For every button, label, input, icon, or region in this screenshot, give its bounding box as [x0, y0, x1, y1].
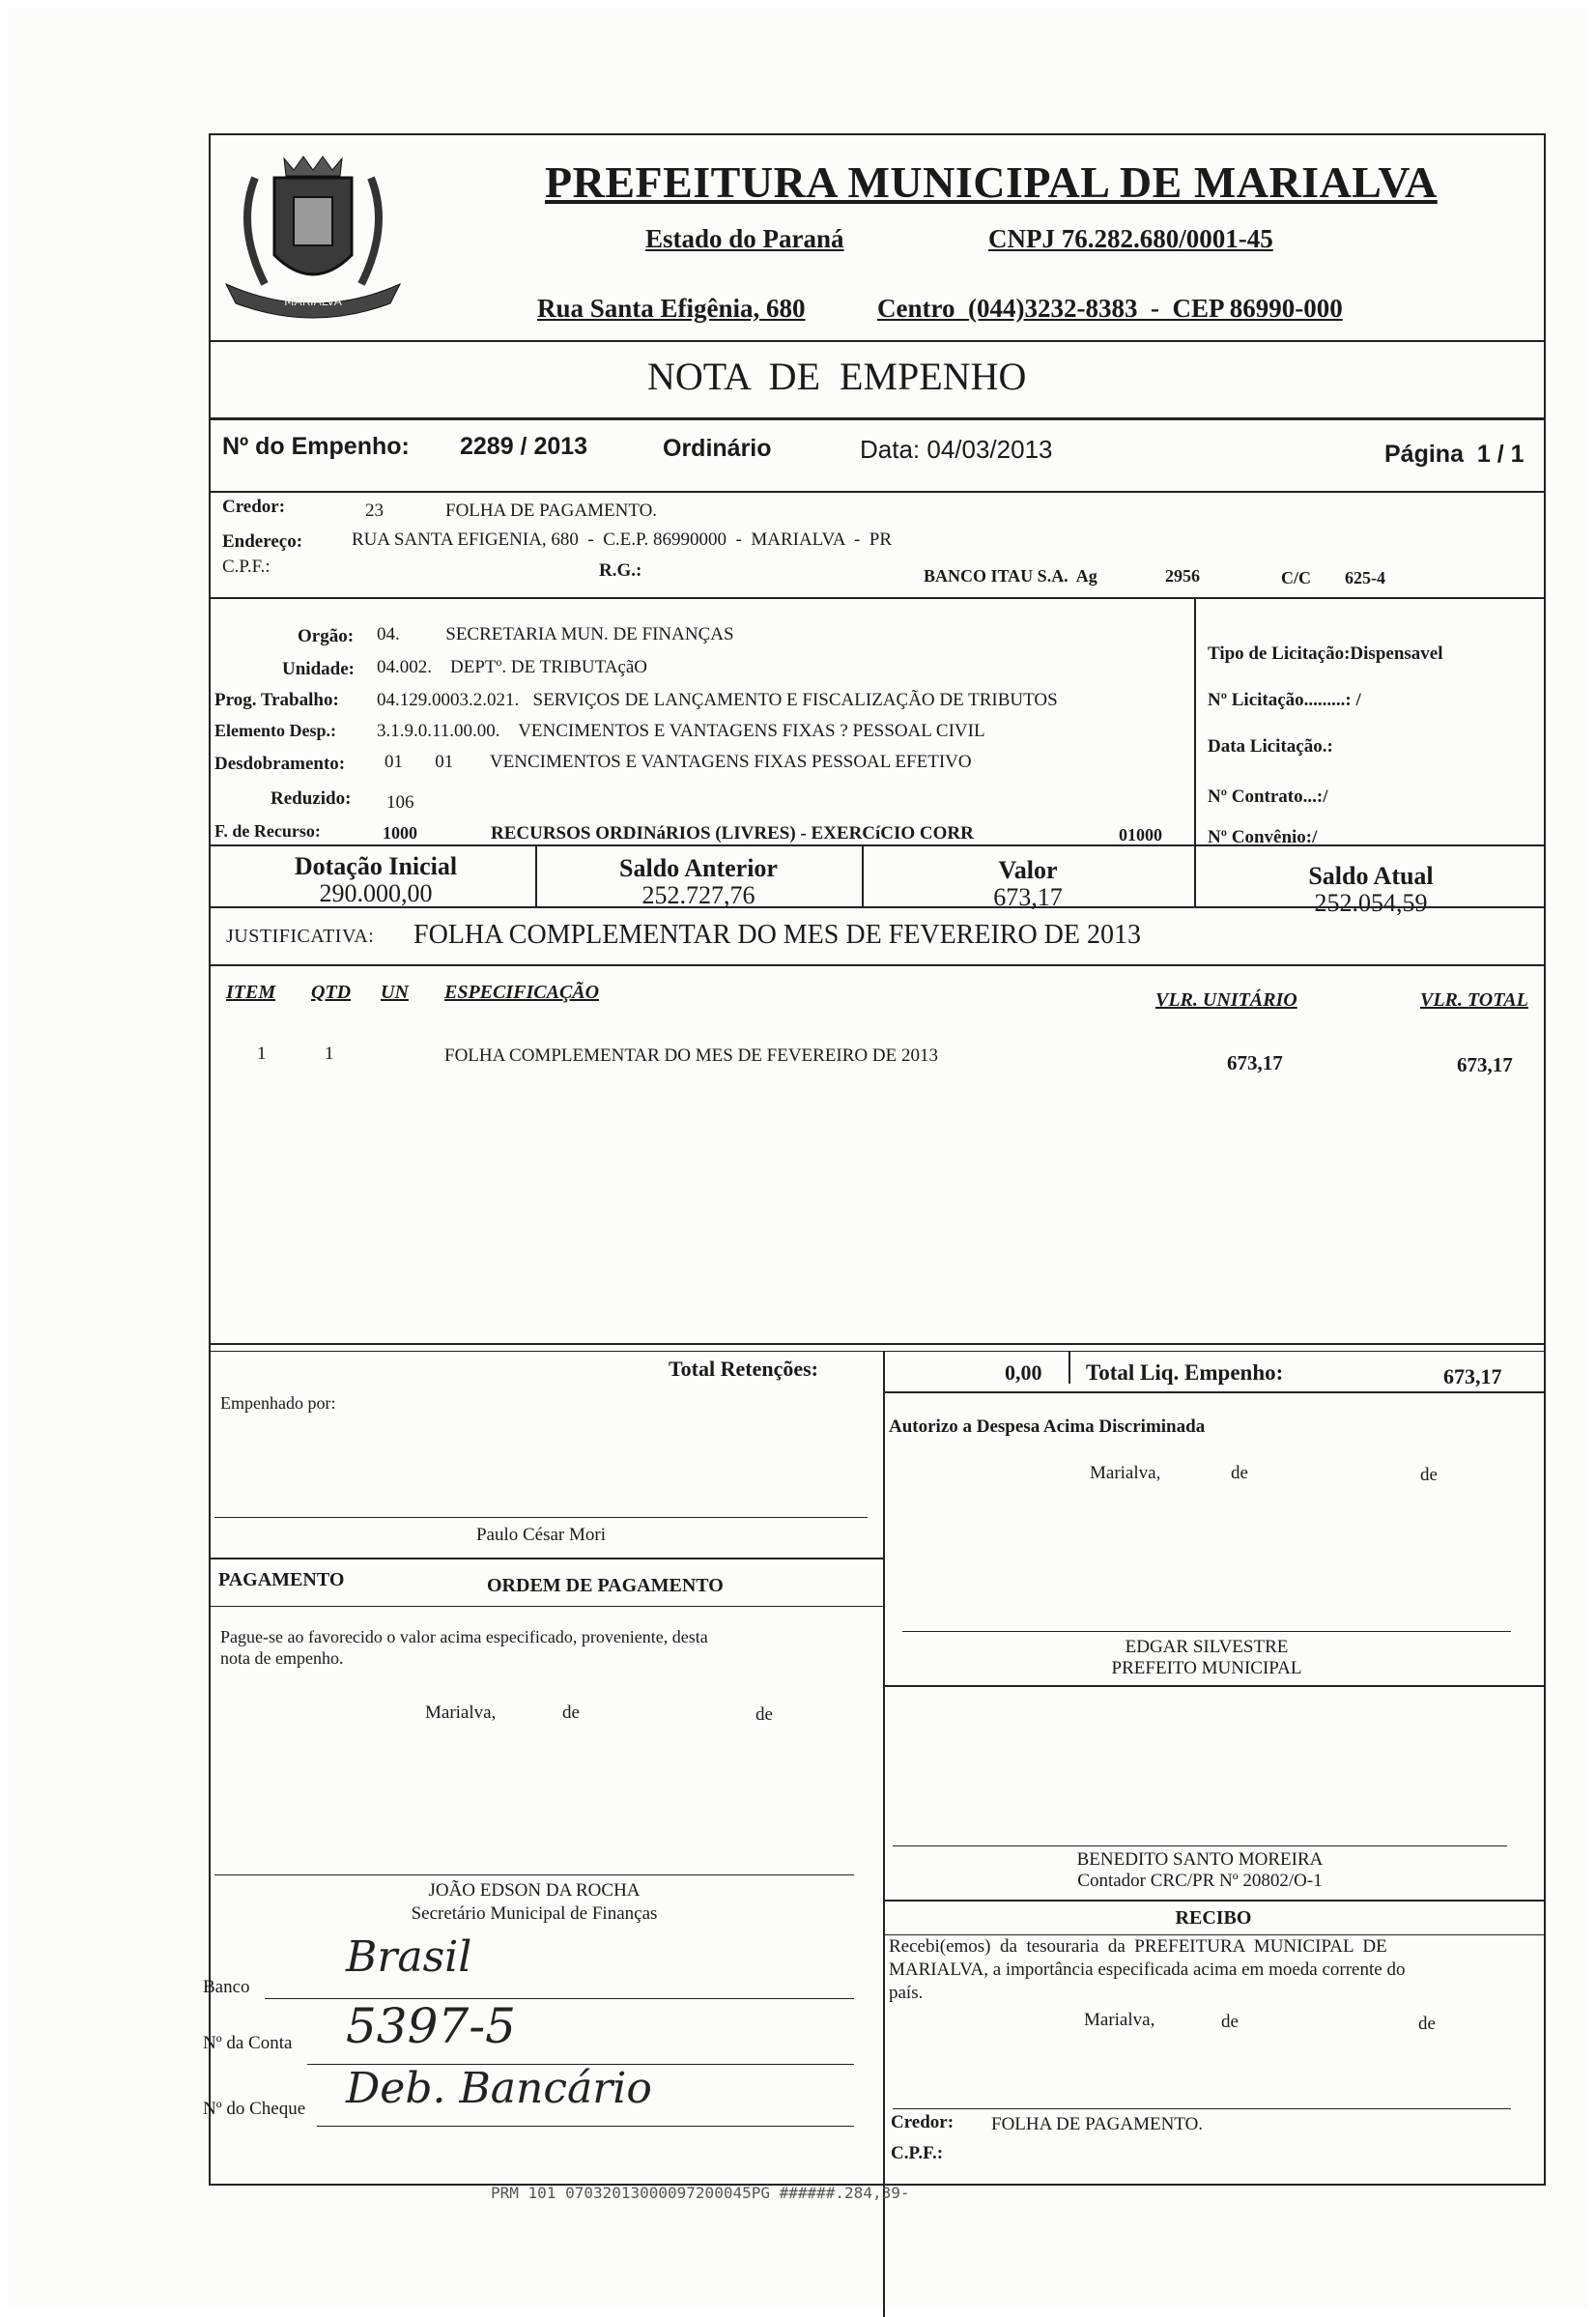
justificativa-label: JUSTIFICATIVA:	[226, 926, 375, 947]
column-header-un: UN	[381, 982, 409, 1003]
secretario-name: JOÃO EDSON DA ROCHA	[428, 1880, 641, 1901]
crest-ribbon-text: MARIALVA	[284, 295, 342, 308]
empenho-number-label: Nº do Empenho:	[222, 433, 410, 460]
justificativa-text: FOLHA COMPLEMENTAR DO MES DE FEVEREIRO DE 2013	[413, 920, 1142, 950]
signature-line	[893, 1845, 1507, 1846]
autorizo-de: de	[1420, 1465, 1438, 1485]
credor-label: Credor:	[222, 497, 286, 517]
signature-line	[893, 2108, 1511, 2109]
prefeito-name: EDGAR SILVESTRE	[1125, 1637, 1289, 1657]
orgao-label: Orgão:	[298, 626, 355, 646]
autorizo-local: Marialva,	[1090, 1463, 1161, 1483]
doc-title: NOTA DE EMPENHO	[647, 355, 1027, 398]
divider	[883, 1391, 1544, 1393]
divider	[211, 1343, 1544, 1345]
prefeitura-title: PREFEITURA MUNICIPAL DE MARIALVA	[545, 157, 1438, 207]
cpf-label: C.P.F.:	[222, 557, 271, 577]
empenhado-por-label: Empenhado por:	[220, 1393, 336, 1413]
prog-trabalho: 04.129.0003.2.021. SERVIÇOS DE LANÇAMENTO E FISCALIZAÇÃO DE TRIBUTOS	[377, 690, 1058, 710]
page-number: Página 1 / 1	[1384, 441, 1525, 468]
reduzido-label: Reduzido:	[271, 788, 352, 809]
recibo-de: de	[1221, 2012, 1239, 2032]
recurso-code: 1000	[383, 823, 417, 843]
divider	[211, 491, 1544, 493]
recurso-description: RECURSOS ORDINáRIOS (LIVRES) - EXERCíCIO CORR	[491, 823, 974, 844]
cheque-handwritten: Deb. Bancário	[346, 2064, 652, 2113]
cc-number: 625-4	[1345, 568, 1385, 587]
street-address: Rua Santa Efigênia, 680	[537, 294, 806, 323]
district-phone-cep: Centro (044)3232-8383 - CEP 86990-000	[877, 294, 1343, 323]
credor-name: FOLHA DE PAGAMENTO.	[445, 501, 658, 521]
empenhado-por-name: Paulo César Mori	[475, 1525, 607, 1545]
conta-label: Nº da Conta	[203, 2033, 293, 2053]
desdobramento-label: Desdobramento:	[214, 754, 346, 774]
divider	[883, 1900, 1544, 1902]
column-header-unitario: VLR. UNITÁRIO	[1155, 989, 1297, 1011]
secretario-title: Secretário Municipal de Finanças	[411, 1903, 658, 1924]
dotacao-inicial-value: 290.000,00	[319, 879, 433, 907]
divider	[883, 1685, 1544, 1687]
elemento: 3.1.9.0.11.00.00. VENCIMENTOS E VANTAGENS FIXAS ? PESSOAL CIVIL	[377, 721, 985, 741]
signature-line	[214, 1874, 854, 1875]
saldo-anterior-value: 252.727,76	[641, 881, 755, 909]
nota-de-empenho-form	[203, 133, 1546, 2186]
pagamento-text: nota de empenho.	[220, 1648, 344, 1668]
state-name: Estado do Paraná	[645, 224, 844, 253]
footer-code: PRM 101 07032013000097200045PG ######.284,39-	[491, 2184, 910, 2202]
table-row	[211, 1044, 1544, 1082]
valor-label: Valor	[998, 856, 1058, 884]
bank-agency: 2956	[1165, 566, 1200, 586]
divider	[535, 844, 537, 906]
signature-line	[902, 1631, 1511, 1632]
column-header-total: VLR. TOTAL	[1420, 989, 1528, 1011]
autorizo-label: Autorizo a Despesa Acima Discriminada	[889, 1416, 1206, 1437]
divider	[862, 844, 864, 906]
banco-label: Banco	[203, 1977, 250, 1997]
elemento-label: Elemento Desp.:	[214, 721, 336, 740]
divider	[211, 906, 1544, 908]
total-retencoes-value: 0,00	[1005, 1360, 1042, 1385]
saldo-atual-label: Saldo Atual	[1308, 862, 1434, 890]
unidade-label: Unidade:	[282, 659, 355, 679]
orgao: 04. SECRETARIA MUN. DE FINANÇAS	[377, 624, 734, 644]
item-valor-total: 673,17	[1457, 1053, 1513, 1076]
municipal-crest-icon	[216, 139, 410, 323]
pagamento-de: de	[562, 1702, 580, 1723]
empenho-number: 2289 / 2013	[460, 433, 588, 460]
total-liquido-value: 673,17	[1443, 1364, 1502, 1388]
recibo-text: MARIALVA, a importância especificada acima em moeda corrente do	[889, 1959, 1406, 1980]
item-especificacao: FOLHA COMPLEMENTAR DO MES DE FEVEREIRO DE 2013	[444, 1045, 938, 1066]
cheque-label: Nº do Cheque	[203, 2099, 306, 2119]
column-header-especificacao: ESPECIFICAÇÃO	[444, 982, 600, 1003]
recibo-local: Marialva,	[1084, 2010, 1155, 2030]
column-header-qtd: QTD	[311, 982, 352, 1003]
divider	[883, 1934, 1544, 1935]
desdobramento: 01 01 VENCIMENTOS E VANTAGENS FIXAS PESSOAL EFETIVO	[385, 752, 972, 772]
recurso-number: 01000	[1119, 825, 1162, 844]
column-header-item: ITEM	[226, 982, 276, 1003]
divider	[1069, 1351, 1070, 1384]
pagamento-label: PAGAMENTO	[218, 1569, 345, 1590]
reduzido: 106	[386, 792, 414, 813]
divider	[211, 1558, 883, 1559]
endereco: RUA SANTA EFIGENIA, 680 - C.E.P. 86990000 - MARIALVA - PR	[352, 529, 893, 550]
credor-code: 23	[365, 501, 384, 521]
dotacao-inicial-label: Dotação Inicial	[294, 852, 458, 880]
contador-title: Contador CRC/PR Nº 20802/O-1	[1077, 1871, 1323, 1891]
item-number: 1	[257, 1044, 267, 1064]
numero-licitacao: Nº Licitação.........: /	[1208, 690, 1361, 710]
total-retencoes-label: Total Retenções:	[669, 1357, 818, 1381]
saldo-anterior-label: Saldo Anterior	[619, 854, 778, 882]
recibo-credor: FOLHA DE PAGAMENTO.	[991, 2114, 1204, 2134]
saldo-atual-value: 252.054,59	[1314, 889, 1428, 917]
valor-value: 673,17	[993, 883, 1063, 911]
empenho-date: Data: 04/03/2013	[860, 435, 1053, 464]
recibo-credor-label: Credor:	[891, 2112, 955, 2132]
item-valor-unitario: 673,17	[1227, 1051, 1283, 1074]
autorizo-de: de	[1231, 1463, 1248, 1483]
divider	[211, 417, 1544, 420]
divider	[211, 964, 1544, 966]
total-liquido-label: Total Liq. Empenho:	[1086, 1360, 1284, 1385]
recibo-cpf-label: C.P.F.:	[891, 2143, 944, 2163]
divider	[1194, 597, 1196, 844]
divider	[211, 844, 1544, 846]
endereco-label: Endereço:	[222, 531, 303, 552]
divider	[211, 597, 1544, 599]
pagamento-local: Marialva,	[425, 1702, 497, 1723]
item-qtd: 1	[325, 1044, 334, 1064]
data-licitacao: Data Licitação.:	[1208, 736, 1333, 757]
pagamento-de: de	[755, 1704, 773, 1725]
conta-handwritten: 5397-5	[346, 1998, 516, 2054]
cc-label: C/C	[1281, 568, 1311, 587]
prog-trabalho-label: Prog. Trabalho:	[214, 690, 339, 710]
numero-contrato: Nº Contrato...:/	[1208, 787, 1328, 807]
cnpj: CNPJ 76.282.680/0001-45	[988, 224, 1273, 253]
divider	[883, 1351, 885, 2317]
recibo-title: RECIBO	[1175, 1907, 1252, 1929]
page	[8, 8, 1588, 2307]
bank-name: BANCO ITAU S.A. Ag	[924, 566, 1097, 586]
divider	[211, 1351, 1544, 1352]
numero-convenio: Nº Convênio:/	[1208, 827, 1318, 847]
empenho-type: Ordinário	[663, 435, 772, 462]
divider	[211, 340, 1544, 342]
unidade: 04.002. DEPTº. DE TRIBUTAçãO	[377, 657, 648, 677]
prefeito-title: PREFEITO MUNICIPAL	[1111, 1658, 1302, 1678]
recibo-text: Recebi(emos) da tesouraria da PREFEITURA MUNICIPAL DE	[889, 1936, 1387, 1957]
divider	[211, 1606, 883, 1607]
banco-handwritten: Brasil	[346, 1932, 472, 1982]
recibo-de: de	[1418, 2014, 1436, 2034]
signature-line	[214, 1517, 868, 1518]
contador-name: BENEDITO SANTO MOREIRA	[1076, 1849, 1324, 1870]
cheque-line	[317, 2126, 854, 2127]
tipo-licitacao: Tipo de Licitação:Dispensavel	[1208, 644, 1443, 664]
recibo-text: país.	[889, 1983, 924, 2003]
divider	[1194, 844, 1196, 906]
ordem-pagamento-title: ORDEM DE PAGAMENTO	[487, 1575, 724, 1596]
recurso-label: F. de Recurso:	[214, 821, 321, 841]
pagamento-text: Pague-se ao favorecido o valor acima especificado, proveniente, desta	[220, 1627, 708, 1646]
rg-label: R.G.:	[599, 560, 642, 581]
